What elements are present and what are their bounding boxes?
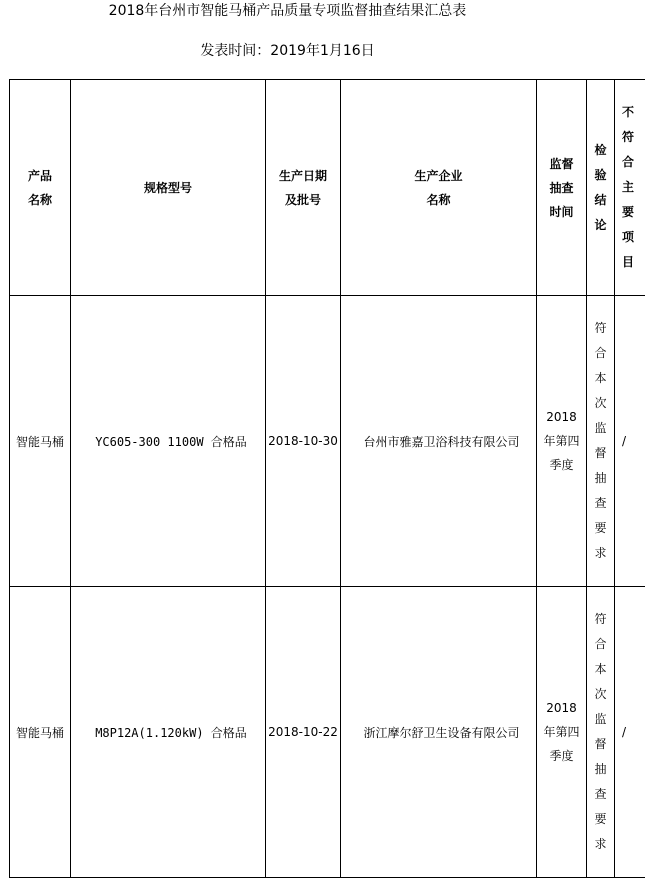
header-manufacturer bbox=[341, 80, 537, 296]
cell-conclusion-text: 符合本次监督抽查要求 bbox=[594, 612, 607, 851]
cell-main-nonconforming bbox=[615, 296, 645, 587]
results-table bbox=[9, 79, 645, 878]
cell-product-name bbox=[10, 296, 71, 587]
cell-main-nonconforming bbox=[615, 587, 645, 878]
header-main-nonconforming bbox=[615, 80, 645, 296]
cell-production-date bbox=[266, 587, 341, 878]
cell-production-date bbox=[266, 296, 341, 587]
cell-conclusion bbox=[587, 296, 615, 587]
header-conclusion-label: 检验结论 bbox=[594, 142, 607, 232]
cell-main-nonconforming-text: / bbox=[622, 725, 627, 739]
header-main-nonconforming-label: 不符合主要项目 bbox=[622, 105, 635, 269]
header-row bbox=[10, 80, 645, 296]
cell-manufacturer-text: 台州市雅嘉卫浴科技有限公司 bbox=[363, 434, 520, 449]
table-row bbox=[10, 587, 645, 878]
header-spec-model-label: 规格型号 bbox=[143, 181, 192, 195]
header-spec-model bbox=[71, 80, 266, 296]
cell-conclusion-text: 符合本次监督抽查要求 bbox=[594, 321, 607, 560]
table-row bbox=[10, 296, 645, 587]
header-product-name-label: 产品名称 bbox=[27, 168, 52, 207]
cell-spec-model bbox=[71, 587, 266, 878]
cell-product-name bbox=[10, 587, 71, 878]
cell-inspection-time bbox=[537, 587, 587, 878]
cell-manufacturer-text: 浙江摩尔舒卫生设备有限公司 bbox=[363, 725, 520, 740]
header-manufacturer-label: 生产企业名称 bbox=[414, 168, 463, 207]
cell-product-name-text: 智能马桶 bbox=[15, 434, 64, 449]
cell-conclusion bbox=[587, 587, 615, 878]
document-title: 2018年台州市智能马桶产品质量专项监督抽查结果汇总表 bbox=[108, 3, 467, 19]
cell-spec-model bbox=[71, 296, 266, 587]
cell-production-date-text: 2018-10-30 bbox=[268, 434, 338, 448]
cell-inspection-time-text: 2018年第四季度 bbox=[543, 410, 580, 472]
header-inspection-time bbox=[537, 80, 587, 296]
cell-inspection-time-text: 2018年第四季度 bbox=[543, 701, 580, 763]
header-production-date bbox=[266, 80, 341, 296]
cell-spec-model-text: M8P12A(1.120kW) 合格品 bbox=[95, 725, 247, 740]
cell-manufacturer bbox=[341, 587, 537, 878]
header-conclusion bbox=[587, 80, 615, 296]
header-product-name bbox=[10, 80, 71, 296]
cell-production-date-text: 2018-10-22 bbox=[268, 725, 338, 739]
cell-inspection-time bbox=[537, 296, 587, 587]
cell-product-name-text: 智能马桶 bbox=[15, 725, 64, 740]
publish-time: 发表时间：2019年1月16日 bbox=[200, 43, 375, 59]
header-inspection-time-label: 监督抽查时间 bbox=[549, 156, 574, 219]
cell-main-nonconforming-text: / bbox=[622, 434, 627, 448]
cell-spec-model-text: YC605-300 1100W 合格品 bbox=[95, 434, 247, 449]
header-production-date-label: 生产日期及批号 bbox=[278, 168, 327, 207]
cell-manufacturer bbox=[341, 296, 537, 587]
